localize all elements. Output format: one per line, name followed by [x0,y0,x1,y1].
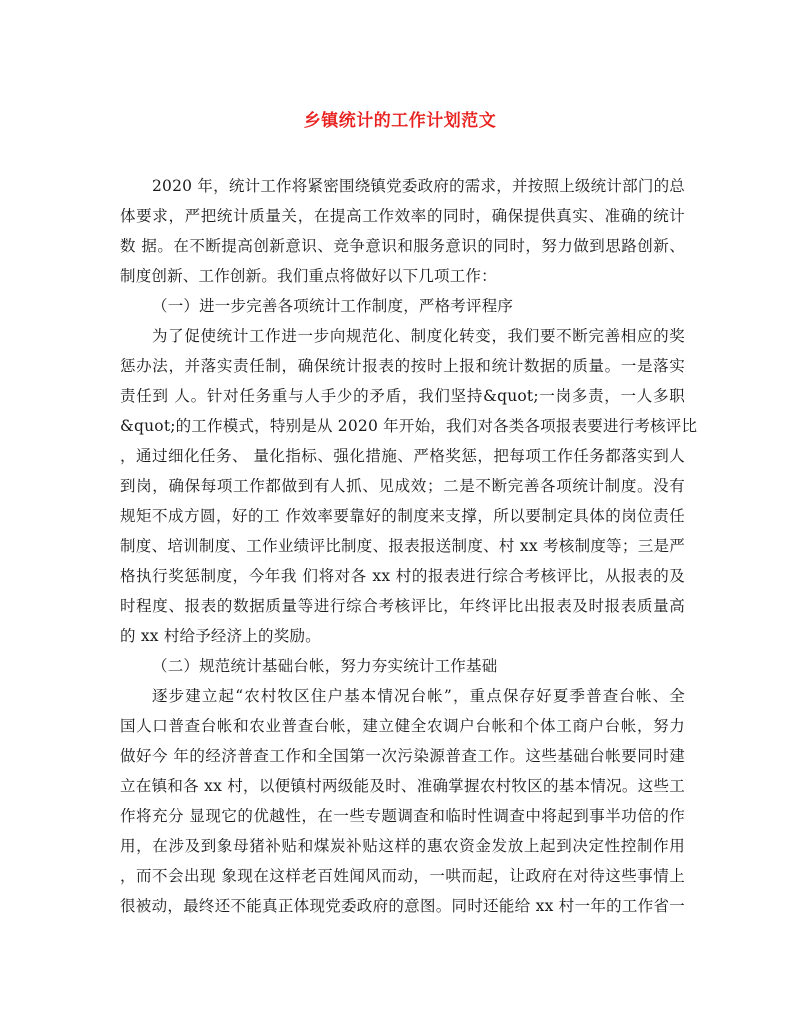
body-line: 很被动，最终还不能真正体现党委政府的意图。同时还能给 xx 村一年的工作省一 [120,897,685,915]
document-title: 乡镇统计的工作计划范文 [303,111,497,131]
body-line: 制度创新、工作创新。我们重点将做好以下几项工作： [120,267,497,285]
body-line: &quot;的工作模式，特别是从 2020 年开始，我们对各类各项报表要进行考核评比 [120,417,698,435]
body-line: ，而不会出现 象现在这样老百姓闻风而动，一哄而起，让政府在对待这些事情上 [120,867,685,885]
body-line: 做好今 年的经济普查工作和全国第一次污染源普查工作。这些基础台帐要同时建 [120,747,685,765]
body-line: 立在镇和各 xx 村，以便镇村两级能及时、准确掌握农村牧区的基本情况。这些工 [120,777,685,795]
body-line: 国人口普查台帐和农业普查台帐，建立健全农调户台帐和个体工商户台帐，努力 [120,717,685,735]
body-line: 规矩不成方圆，好的工 作效率要靠好的制度来支撑，所以要制定具体的岗位责任 [120,507,685,525]
body-line: 用，在涉及到象母猪补贴和煤炭补贴这样的惠农资金发放上起到决定性控制作用 [120,837,685,855]
body-line: 制度、培训制度、工作业绩评比制度、报表报送制度、村 xx 考核制度等；三是严 [120,537,685,555]
body-line: 格执行奖惩制度，今年我 们将对各 xx 村的报表进行综合考核评比，从报表的及 [120,567,685,585]
section-heading-1: （一）进一步完善各项统计工作制度，严格考评程序 [152,297,514,315]
body-line: 到岗，确保每项工作都做到有人抓、见成效；二是不断完善各项统计制度。没有 [120,477,685,495]
body-line: 的 xx 村给予经济上的奖励。 [120,627,321,645]
body-line: ，通过细化任务、 量化指标、强化措施、严格奖惩，把每项工作任务都落实到人 [120,447,685,465]
body-line: 责任到 人。针对任务重与人手少的矛盾，我们坚持&quot;一岗多责，一人多职 [120,387,685,405]
body-line: 体要求，严把统计质量关，在提高工作效率的同时，确保提供真实、准确的统计 [120,207,685,225]
body-line: 为了促使统计工作进一步向规范化、制度化转变，我们要不断完善相应的奖 [152,327,685,345]
body-line: 2020 年，统计工作将紧密围绕镇党委政府的需求，并按照上级统计部门的总 [152,177,685,195]
body-line: 逐步建立起“农村牧区住户基本情况台帐”，重点保存好夏季普查台帐、全 [152,687,685,705]
body-line: 数 据。在不断提高创新意识、竞争意识和服务意识的同时，努力做到思路创新、 [120,237,685,255]
body-line: 作将充分 显现它的优越性，在一些专题调查和临时性调查中将起到事半功倍的作 [120,807,685,825]
section-heading-2: （二）规范统计基础台帐，努力夯实统计工作基础 [152,657,498,675]
body-line: 惩办法，并落实责任制，确保统计报表的按时上报和统计数据的质量。一是落实 [120,357,685,375]
body-line: 时程度、报表的数据质量等进行综合考核评比，年终评比出报表及时报表质量高 [120,597,685,615]
